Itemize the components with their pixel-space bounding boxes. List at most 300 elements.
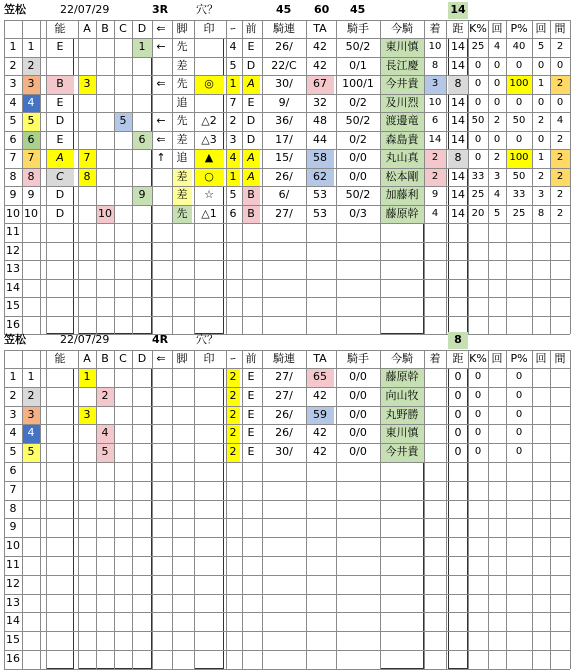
row-line xyxy=(4,556,570,557)
col-line xyxy=(550,350,551,669)
cell-nou: A xyxy=(46,150,74,168)
race-date: 22/07/29 xyxy=(60,333,110,346)
col-line xyxy=(488,20,489,334)
cell-p: 4 xyxy=(229,40,237,53)
row-number: 12 xyxy=(6,576,20,590)
cell-b xyxy=(96,76,114,94)
cell-nou: D xyxy=(55,188,65,201)
col-line xyxy=(446,350,447,669)
cell-p: 3 xyxy=(229,132,237,146)
cell-k2: 1 xyxy=(537,152,545,163)
cell-b xyxy=(96,58,114,76)
cell-k: 差 xyxy=(176,132,188,146)
cell-kr: 36/ xyxy=(275,114,293,127)
cell-ima: 渡邊竜 xyxy=(380,113,424,131)
cell-nou: B xyxy=(46,76,74,94)
row-number: 7 xyxy=(9,482,17,496)
cell-pp: 100 xyxy=(506,76,532,94)
row-line xyxy=(4,316,570,317)
col-header-k: 脚 xyxy=(176,22,188,35)
col-line xyxy=(380,20,381,334)
row-number: 15 xyxy=(6,633,20,647)
cell-ky: 8 xyxy=(448,76,468,94)
cell-ar: ← xyxy=(156,40,166,53)
cell-b: 4 xyxy=(96,425,114,443)
cell-p: 1 xyxy=(226,76,240,94)
row-line xyxy=(4,594,570,595)
distance-header: 14 xyxy=(448,2,468,19)
col-line xyxy=(336,350,337,669)
cell-k1: 4 xyxy=(493,189,501,200)
cell-kr: 27/ xyxy=(275,388,293,402)
cell-pp: 100 xyxy=(506,150,532,168)
cell-ta: 42 xyxy=(313,58,327,72)
cell-ima: 松本剛 xyxy=(380,169,424,187)
cell-mae: A xyxy=(242,76,260,94)
cell-kp: 20 xyxy=(471,207,485,219)
col-line xyxy=(424,20,425,334)
row-line xyxy=(4,575,570,576)
cell-k1: 0 xyxy=(493,96,501,108)
row-line xyxy=(4,260,570,261)
header-line xyxy=(4,20,570,21)
row-number: 13 xyxy=(6,595,20,609)
col-line xyxy=(468,20,469,334)
cell-ar xyxy=(152,95,170,113)
col-header-pp: P% xyxy=(510,352,528,365)
col-header-ta: TA xyxy=(313,22,327,35)
cell-ks: 100/1 xyxy=(342,77,374,90)
col-header-k: 脚 xyxy=(176,352,188,365)
col-line xyxy=(22,350,23,669)
cell-a xyxy=(78,95,96,113)
cell-kr: 22/C xyxy=(271,58,297,72)
cell-pp: 0 xyxy=(515,133,523,145)
cell-mae: E xyxy=(247,388,255,402)
cell-mae: A xyxy=(242,169,260,187)
cell-ma: 0 xyxy=(556,59,564,71)
col-line xyxy=(532,350,533,669)
cell-m: ☆ xyxy=(204,188,214,201)
cell-a: 3 xyxy=(78,76,96,94)
cell-a: 8 xyxy=(78,169,96,187)
venue-label: 笠松 xyxy=(4,333,26,346)
col-line xyxy=(172,20,173,334)
col-header-k1: 回 xyxy=(491,352,503,365)
row-line xyxy=(4,612,570,613)
cell-pp: 33 xyxy=(512,189,526,200)
col-line xyxy=(446,20,447,334)
col-header-ar: ⇐ xyxy=(156,22,166,35)
cell-kp: 0 xyxy=(474,78,482,89)
col-line xyxy=(506,350,507,669)
cell-d xyxy=(132,58,152,76)
cell-p: 2 xyxy=(226,369,240,387)
col-line xyxy=(242,20,243,334)
cell-k2: 0 xyxy=(537,96,545,108)
row-number: 15 xyxy=(6,299,20,312)
cell-pp: 0 xyxy=(515,59,523,71)
cell-ar xyxy=(152,169,170,187)
col-line xyxy=(532,20,533,334)
row-number: 8 xyxy=(9,169,17,183)
cell-ch: 10 xyxy=(428,96,442,108)
cell-m: △2 xyxy=(201,114,217,127)
race-number: 4R xyxy=(152,333,169,346)
cell-a: 7 xyxy=(78,150,96,168)
row-line xyxy=(4,462,570,463)
cell-c xyxy=(114,58,132,76)
cell-k: 先 xyxy=(176,40,188,53)
cell-ks: 50/2 xyxy=(345,188,371,201)
gate-number: 1 xyxy=(22,369,40,387)
cell-mae: E xyxy=(247,445,255,459)
cell-c xyxy=(114,206,132,224)
col-line xyxy=(306,20,307,334)
cell-ta: 53 xyxy=(313,188,327,201)
cell-m xyxy=(194,39,224,57)
cell-mae: B xyxy=(242,187,260,205)
cell-kp: 0 xyxy=(474,389,482,401)
col-line xyxy=(226,20,227,334)
col-header-ky: 距 xyxy=(452,22,464,35)
cell-ma: 2 xyxy=(550,150,570,168)
gate-number: 3 xyxy=(22,407,40,425)
cell-ch: 9 xyxy=(431,189,439,200)
gate-number: 3 xyxy=(22,76,40,94)
cell-d xyxy=(132,206,152,224)
col-line xyxy=(152,20,153,334)
cell-k: 差 xyxy=(176,58,188,72)
cell-kr: 26/ xyxy=(275,426,293,440)
cell-b xyxy=(96,407,114,425)
cell-ar: ← xyxy=(156,114,166,127)
row-number: 13 xyxy=(6,262,20,275)
cell-ta: 59 xyxy=(306,407,334,425)
col-line xyxy=(40,350,41,669)
cell-ky: 14 xyxy=(451,95,465,109)
cell-mae: E xyxy=(247,426,255,440)
cell-m: ▲ xyxy=(194,150,224,168)
row-number: 3 xyxy=(9,77,17,90)
cell-ma: 2 xyxy=(556,207,564,219)
cell-a xyxy=(78,425,96,443)
cell-ks: 0/0 xyxy=(349,388,367,402)
col-line xyxy=(306,350,307,669)
cell-pp: 40 xyxy=(512,41,526,52)
cell-ky: 14 xyxy=(451,58,465,72)
cell-mae: E xyxy=(247,95,255,109)
header-line xyxy=(4,350,570,351)
row-number: 8 xyxy=(9,501,17,515)
cell-k1: 2 xyxy=(493,152,501,163)
cell-kp: 0 xyxy=(474,59,482,71)
cell-ta: 44 xyxy=(313,132,327,146)
cell-k1: 0 xyxy=(493,133,501,145)
cell-ta: 67 xyxy=(306,76,334,94)
cell-mae: D xyxy=(246,114,256,127)
col-header-mae: 前 xyxy=(245,352,257,365)
row-line xyxy=(4,223,570,224)
row-number: 1 xyxy=(9,370,17,383)
col-header-a: A xyxy=(83,22,91,35)
col-header-pp: P% xyxy=(510,22,528,35)
col-line xyxy=(114,20,115,334)
row-line xyxy=(4,297,570,298)
col-header-kp: K% xyxy=(469,352,487,365)
cell-ky: 14 xyxy=(451,169,465,183)
cell-ar: ⇐ xyxy=(156,132,166,146)
col-header-nou: 能 xyxy=(54,352,66,365)
cell-ch: 6 xyxy=(431,115,439,126)
cell-kr: 30/ xyxy=(275,445,293,459)
cell-c xyxy=(114,39,132,57)
cell-ky: 14 xyxy=(451,114,465,127)
cell-ch: 3 xyxy=(424,76,446,94)
row-number: 14 xyxy=(6,614,20,628)
cell-nou: C xyxy=(46,169,74,187)
col-header-ima: 今騎 xyxy=(391,352,413,365)
cell-a: 3 xyxy=(78,407,96,425)
cell-b xyxy=(96,113,114,131)
cell-k1: 0 xyxy=(493,78,501,89)
cell-ks: 0/0 xyxy=(349,407,367,421)
col-line xyxy=(46,350,47,669)
cell-ta: 65 xyxy=(306,369,334,387)
cell-k1: 2 xyxy=(493,115,501,126)
cell-ima: 藤原幹 xyxy=(380,369,424,387)
col-line xyxy=(570,350,571,669)
cell-b xyxy=(96,150,114,168)
col-line xyxy=(132,350,133,669)
cell-ch: 4 xyxy=(431,207,439,219)
cell-k1: 3 xyxy=(493,170,501,182)
cell-kr: 27/ xyxy=(275,370,293,383)
cell-kr: 27/ xyxy=(275,206,293,220)
cell-k2: 1 xyxy=(537,78,545,89)
cell-ma: 2 xyxy=(556,133,564,145)
col-line xyxy=(488,350,489,669)
cell-m xyxy=(194,95,224,113)
pace-value-3: 45 xyxy=(350,3,366,16)
cell-p: 2 xyxy=(226,407,240,425)
cell-a xyxy=(78,206,96,224)
col-line xyxy=(262,350,263,669)
gate-number: 4 xyxy=(22,95,40,113)
cell-mae: E xyxy=(247,40,255,53)
cell-ima: 加藤利 xyxy=(380,187,424,205)
row-number: 5 xyxy=(9,114,17,127)
cell-ky: 0 xyxy=(454,426,462,440)
cell-ima: 長江慶 xyxy=(380,58,424,76)
col-header-mae: 前 xyxy=(245,22,257,35)
gate-number: 10 xyxy=(24,206,38,220)
cell-ks: 0/1 xyxy=(349,58,367,72)
col-header-p: ｰ xyxy=(230,22,236,35)
cell-kr: 30/ xyxy=(275,77,293,90)
cell-ta: 48 xyxy=(313,114,327,127)
cell-ar xyxy=(152,58,170,76)
col-header-k1: 回 xyxy=(491,22,503,35)
col-header-m: 印 xyxy=(203,352,215,365)
row-line xyxy=(4,500,570,501)
cell-ma: 2 xyxy=(556,41,564,52)
row-number: 10 xyxy=(6,206,20,220)
cell-k2: 0 xyxy=(537,59,545,71)
cell-k: 先 xyxy=(176,77,188,90)
cell-c xyxy=(114,132,132,150)
cell-ta: 58 xyxy=(306,150,334,168)
col-header-ch: 着 xyxy=(429,22,441,35)
cell-pp: 0 xyxy=(515,371,523,382)
col-line xyxy=(194,350,195,669)
cell-m: △3 xyxy=(201,132,217,146)
cell-ta: 32 xyxy=(313,95,327,109)
row-number: 9 xyxy=(9,188,17,201)
cell-p: 2 xyxy=(226,388,240,406)
cell-ch: 8 xyxy=(431,59,439,71)
col-header-ky: 距 xyxy=(452,352,464,365)
cell-ima: 今井貴 xyxy=(380,444,424,462)
row-line xyxy=(4,242,570,243)
cell-m: ○ xyxy=(194,169,224,187)
cell-ima: 森島貴 xyxy=(380,132,424,150)
gate-number: 9 xyxy=(27,188,35,201)
col-line xyxy=(22,20,23,334)
race-date: 22/07/29 xyxy=(60,3,110,16)
cell-ky: 14 xyxy=(451,40,465,53)
col-line xyxy=(336,20,337,334)
cell-b xyxy=(96,95,114,113)
cell-nou: E xyxy=(56,95,64,109)
cell-c xyxy=(114,150,132,168)
cell-d: 6 xyxy=(132,132,152,150)
col-header-ks: 騎手 xyxy=(347,22,369,35)
cell-kp: 0 xyxy=(474,96,482,108)
col-header-ar: ⇐ xyxy=(156,352,166,365)
cell-d: 9 xyxy=(132,187,152,205)
row-line xyxy=(4,537,570,538)
cell-a: 1 xyxy=(78,369,96,387)
cell-ks: 0/0 xyxy=(349,445,367,459)
cell-ch: 2 xyxy=(424,150,446,168)
cell-ky: 14 xyxy=(451,206,465,220)
gate-number: 4 xyxy=(22,425,40,443)
cell-c xyxy=(114,95,132,113)
cell-ta: 53 xyxy=(313,206,327,220)
row-line xyxy=(4,279,570,280)
cell-ks: 0/3 xyxy=(349,206,367,220)
gate-number: 1 xyxy=(22,39,40,57)
gate-number: 7 xyxy=(22,150,40,168)
cell-p: 2 xyxy=(229,114,237,127)
cell-a xyxy=(78,58,96,76)
cell-ky: 14 xyxy=(451,188,465,201)
row-number: 2 xyxy=(9,388,17,402)
cell-p: 2 xyxy=(226,444,240,462)
col-header-nou: 能 xyxy=(54,22,66,35)
col-line xyxy=(194,20,195,334)
cell-ks: 0/2 xyxy=(349,132,367,146)
cell-ta: 42 xyxy=(313,445,327,459)
cell-d xyxy=(132,150,152,168)
cell-ima: 東川慎 xyxy=(380,425,424,443)
col-header-ima: 今騎 xyxy=(391,22,413,35)
cell-nou: E xyxy=(56,40,64,53)
cell-ma: 2 xyxy=(556,189,564,200)
row-number: 7 xyxy=(9,151,17,164)
cell-ar xyxy=(152,187,170,205)
cell-kp: 0 xyxy=(474,152,482,163)
col-header-kr: 騎連 xyxy=(273,22,295,35)
cell-ky: 14 xyxy=(451,132,465,146)
row-number: 4 xyxy=(9,95,17,109)
col-header-ma: 間 xyxy=(554,22,566,35)
col-line xyxy=(550,20,551,334)
cell-kr: 17/ xyxy=(275,132,293,146)
cell-ky: 0 xyxy=(454,388,462,402)
cell-k: 追 xyxy=(176,151,188,164)
cell-ar xyxy=(152,206,170,224)
cell-ta: 42 xyxy=(313,426,327,440)
cell-pp: 0 xyxy=(515,96,523,108)
cell-p: 2 xyxy=(226,425,240,443)
gate-number: 5 xyxy=(22,113,40,131)
cell-ta: 42 xyxy=(313,40,327,53)
cell-m: ◎ xyxy=(194,76,224,94)
col-line xyxy=(570,20,571,334)
cell-k: 先 xyxy=(176,114,188,127)
cell-mae: B xyxy=(242,206,260,224)
cell-a xyxy=(78,132,96,150)
gate-number: 6 xyxy=(22,132,40,150)
col-header-k2: 回 xyxy=(535,22,547,35)
cell-c xyxy=(114,76,132,94)
cell-pp: 0 xyxy=(515,446,523,458)
cell-ma: 2 xyxy=(550,169,570,187)
row-line xyxy=(4,481,570,482)
col-line xyxy=(114,350,115,669)
cell-d xyxy=(132,76,152,94)
cell-ks: 0/0 xyxy=(349,370,367,383)
col-header-a: A xyxy=(83,352,91,365)
gate-number: 2 xyxy=(22,58,40,76)
gate-number: 5 xyxy=(22,444,40,462)
row-number: 11 xyxy=(6,558,20,571)
cell-a xyxy=(78,187,96,205)
cell-p: 1 xyxy=(226,169,240,187)
col-line xyxy=(40,20,41,334)
col-line xyxy=(468,350,469,669)
cell-kp: 0 xyxy=(474,371,482,382)
cell-kp: 25 xyxy=(471,189,485,200)
cell-ky: 0 xyxy=(454,445,462,459)
row-number: 6 xyxy=(9,132,17,146)
cell-m xyxy=(194,58,224,76)
col-line xyxy=(46,20,47,334)
cell-b xyxy=(96,132,114,150)
col-line xyxy=(96,350,97,669)
cell-b xyxy=(96,39,114,57)
cell-pp: 0 xyxy=(515,408,523,420)
gate-number: 2 xyxy=(22,388,40,406)
gate-number: 8 xyxy=(22,169,40,187)
col-header-p: ｰ xyxy=(230,352,236,365)
row-line xyxy=(4,650,570,651)
col-line xyxy=(132,20,133,334)
pace-value-1: 45 xyxy=(276,3,292,16)
cell-pp: 50 xyxy=(512,115,526,126)
